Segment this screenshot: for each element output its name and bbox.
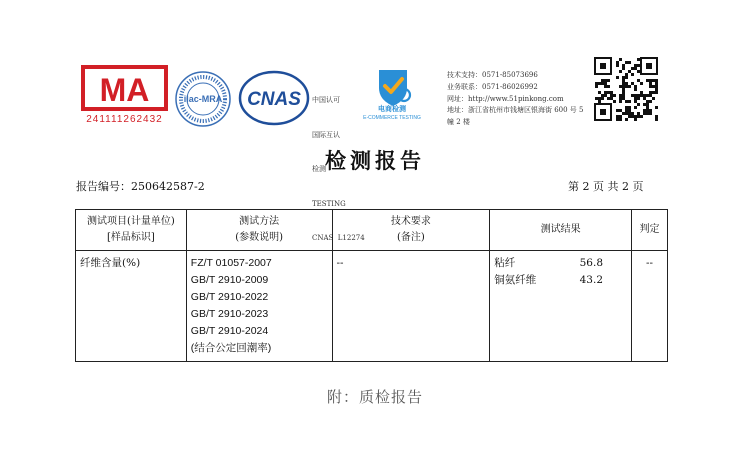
table-header-row bbox=[76, 210, 668, 251]
judgement-text: -- bbox=[646, 257, 653, 269]
contact-line: 网址：http://www.51pinkong.com bbox=[447, 94, 564, 103]
test-item-text: 纤维含量(%) bbox=[80, 257, 141, 269]
header-requirement-line1: 技术要求 bbox=[390, 216, 431, 227]
contact-line: 地址：浙江省杭州市钱塘区银海街 600 号 5 bbox=[447, 106, 584, 115]
cma-logo-text: MA bbox=[99, 72, 150, 108]
result-fiber-value: 43.2 bbox=[579, 274, 604, 286]
method-line: GB/T 2910-2009 bbox=[190, 274, 269, 286]
cnas-logo bbox=[238, 70, 310, 126]
report-title: 检测报告 bbox=[325, 149, 425, 173]
contact-info bbox=[447, 70, 584, 129]
method-line: (结合公定回潮率) bbox=[190, 342, 272, 354]
header-test-item-line2: [样品标识] bbox=[106, 232, 155, 243]
method-line: GB/T 2910-2024 bbox=[190, 325, 269, 337]
header-test-item-line1: 测试项目(计量单位) bbox=[86, 216, 175, 227]
cell-test-item bbox=[76, 251, 187, 362]
ilac-mra-logo bbox=[174, 70, 232, 128]
cert-line: 中国认可 bbox=[312, 96, 340, 104]
ilac-logo-text: ilac-MRA bbox=[183, 94, 223, 104]
result-fiber-value: 56.8 bbox=[579, 257, 604, 269]
report-number: 报告编号：250642587-2 bbox=[76, 180, 205, 193]
result-fiber-name: 粘纤 bbox=[494, 257, 516, 269]
method-line: GB/T 2910-2022 bbox=[190, 291, 269, 303]
cert-line: 国际互认 bbox=[312, 130, 340, 139]
page-indicator: 第 2 页 共 2 页 bbox=[568, 180, 644, 193]
cma-number: 241111262432 bbox=[86, 114, 163, 125]
result-fiber-name: 铜氨纤维 bbox=[494, 274, 537, 286]
contact-line: 技术支持：0571-85073696 bbox=[447, 71, 538, 79]
result-row bbox=[494, 255, 627, 272]
method-line: GB/T 2910-2023 bbox=[190, 308, 269, 320]
cell-result bbox=[490, 251, 632, 362]
result-row bbox=[494, 272, 627, 289]
header-result: 测试结果 bbox=[490, 210, 632, 251]
cert-line: CNAS L12274 bbox=[312, 234, 365, 242]
qr-code bbox=[594, 57, 658, 121]
header-test-item bbox=[76, 210, 187, 251]
ecommerce-testing-cn: 电商检测 bbox=[378, 105, 406, 113]
table-row bbox=[76, 251, 668, 362]
ecommerce-testing-en: E-COMMERCE TESTING bbox=[363, 115, 421, 121]
contact-line: 幢 2 楼 bbox=[447, 118, 470, 127]
requirement-text: -- bbox=[336, 257, 344, 269]
header-requirement bbox=[332, 210, 490, 251]
contact-line: 业务联系：0571-86026992 bbox=[447, 82, 538, 91]
header-test-method-line1: 测试方法 bbox=[239, 216, 280, 227]
footer-caption: 附：质检报告 bbox=[326, 388, 423, 406]
header-requirement-line2: (备注) bbox=[396, 232, 425, 243]
cert-line: TESTING bbox=[312, 199, 346, 208]
cell-judgement bbox=[632, 251, 668, 362]
cell-test-method bbox=[186, 251, 332, 362]
header-test-method bbox=[186, 210, 332, 251]
results-table bbox=[75, 209, 668, 362]
header-test-method-line2: (参数说明) bbox=[235, 232, 284, 243]
cnas-logo-text: CNAS bbox=[247, 89, 301, 110]
method-line: FZ/T 01057-2007 bbox=[190, 257, 272, 269]
cell-requirement bbox=[332, 251, 490, 362]
cert-line: 检测 bbox=[312, 165, 326, 173]
header-judgement: 判定 bbox=[632, 210, 668, 251]
